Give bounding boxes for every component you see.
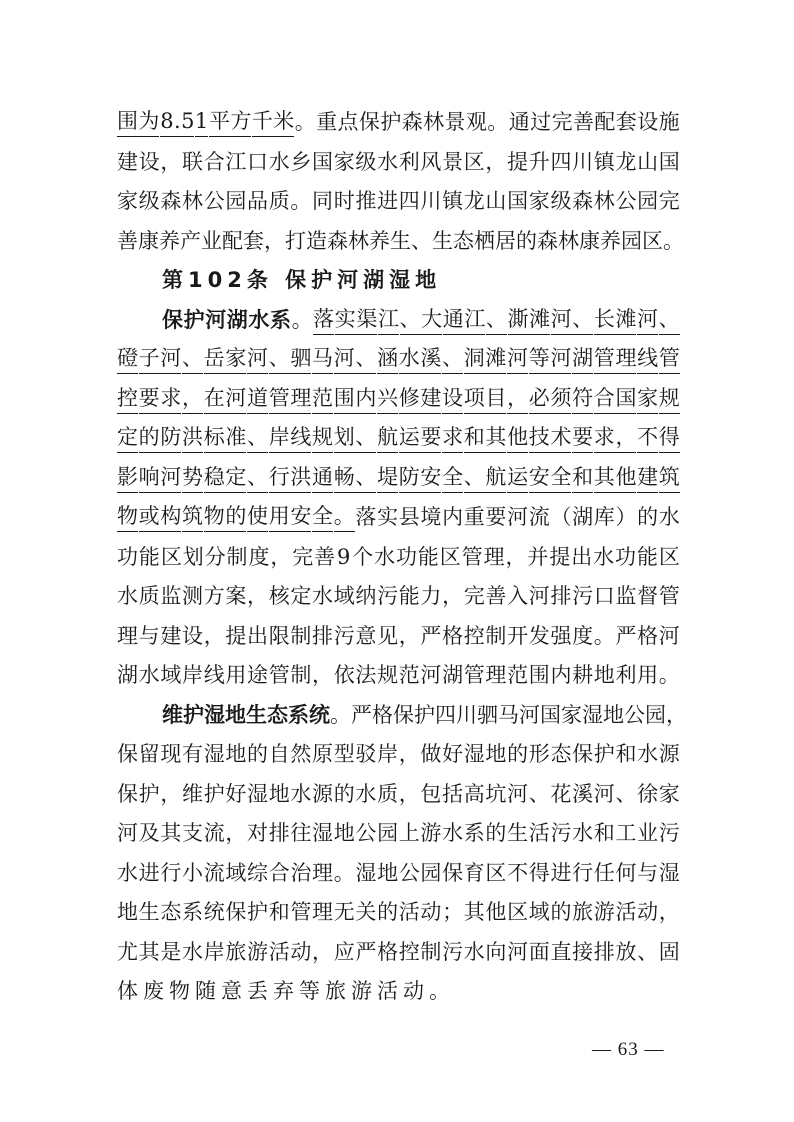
text-line: 家 级 森 林 公 园 品 质 。 同 时 推 进 四 川 镇 龙 山 国 家 级 森 林 公 园 完 — [117, 189, 680, 213]
text-line: 水 进 行 小 流 域 综 合 治 理 。 湿 地 公 园 保 育 区 不 得 进 行 任 何 与 湿 — [117, 860, 680, 885]
text-line: 水 质 监 测 方 案 ， 核 定 水 域 纳 污 能 力 ， 完 善 入 河 排 污 口 监 督 管 — [117, 584, 680, 608]
text-line: 保 留 现 有 湿 地 的 自 然 原 型 驳 岸 ， 做 好 湿 地 的 形 态 保 护 和 水 源 — [117, 742, 680, 766]
bold-term: 第102条 保护河湖湿地 — [162, 268, 442, 292]
text-line: 保 护 河 湖 水 系 。 落 实 渠 江 、 大 通 江 、 澌 滩 河 、 长 滩 河 、 — [162, 305, 680, 335]
text-line: 湖 水 域 岸 线 用 途 管 制 ， 依 法 规 范 河 湖 管 理 范 围 内 耕 地 利 用 。 — [117, 663, 680, 687]
text-line — [117, 976, 680, 1006]
section-heading — [162, 265, 680, 295]
text-line: 控 要 求 ， 在 河 道 管 理 范 围 内 兴 修 建 设 项 目 ， 必 须 符 合 国 家 规 — [117, 384, 680, 414]
text-line: 河 及 其 支 流 ， 对 排 往 湿 地 公 园 上 游 水 系 的 生 活 污 水 和 工 业 污 — [117, 821, 680, 845]
text-line: 物 或 构 筑 物 的 使 用 安 全 。 落 实 县 境 内 重 要 河 流 （ 湖 库 ） 的 水 — [117, 502, 680, 532]
text-line: 善 康 养 产 业 配 套 ， 打 造 森 林 养 生 、 生 态 栖 居 的 森 林 康 养 园 区 。 — [117, 228, 684, 253]
text-line: 理 与 建 设 ， 提 出 限 制 排 污 意 见 ， 严 格 控 制 开 发 强 度 。 严 格 河 — [117, 623, 680, 648]
text-line: 尤 其 是 水 岸 旅 游 活 动 ， 应 严 格 控 制 污 水 向 河 面 直 接 排 放 、 固 — [117, 939, 680, 964]
text-line: 影 响 河 势 稳 定 、 行 洪 通 畅 、 堤 防 安 全 、 航 运 安 全 和 其 他 建 筑 — [117, 463, 680, 493]
text-segment: 体废物随意丢弃等旅游活动。 — [117, 979, 455, 1003]
text-line: 保 护 ， 维 护 好 湿 地 水 源 的 水 质 ， 包 括 高 坑 河 、 花 溪 河 、 徐 家 — [117, 781, 680, 806]
text-line: 维 护 湿 地 生 态 系 统 。 严 格 保 护 四 川 驷 马 河 国 家 湿 地 公 园 ， — [162, 702, 687, 727]
text-line: 建 设 ， 联 合 江 口 水 乡 国 家 级 水 利 风 景 区 ， 提 升 四 川 镇 龙 山 国 — [117, 149, 680, 174]
text-line: 功 能 区 划 分 制 度 ， 完 善 9 个 水 功 能 区 管 理 ， 并 提 出 水 功 能 区 — [117, 544, 680, 569]
text-line: 围 为 8 . 5 1 平 方 千 米 。 重 点 保 护 森 林 景 观 。 通 过 完 善 配 套 设 施 — [117, 107, 680, 137]
page-number: — 63 — — [592, 1039, 665, 1060]
text-line: 磴 子 河 、 岳 家 河 、 驷 马 河 、 涵 水 溪 、 洞 滩 河 等 河 湖 管 理 线 管 — [117, 344, 680, 374]
text-line: 地 生 态 系 统 保 护 和 管 理 无 关 的 活 动 ； 其 他 区 域 的 旅 游 活 动 ， — [117, 900, 680, 924]
text-line: 定 的 防 洪 标 准 、 岸 线 规 划 、 航 运 要 求 和 其 他 技 术 要 求 ， 不 得 — [117, 423, 680, 453]
